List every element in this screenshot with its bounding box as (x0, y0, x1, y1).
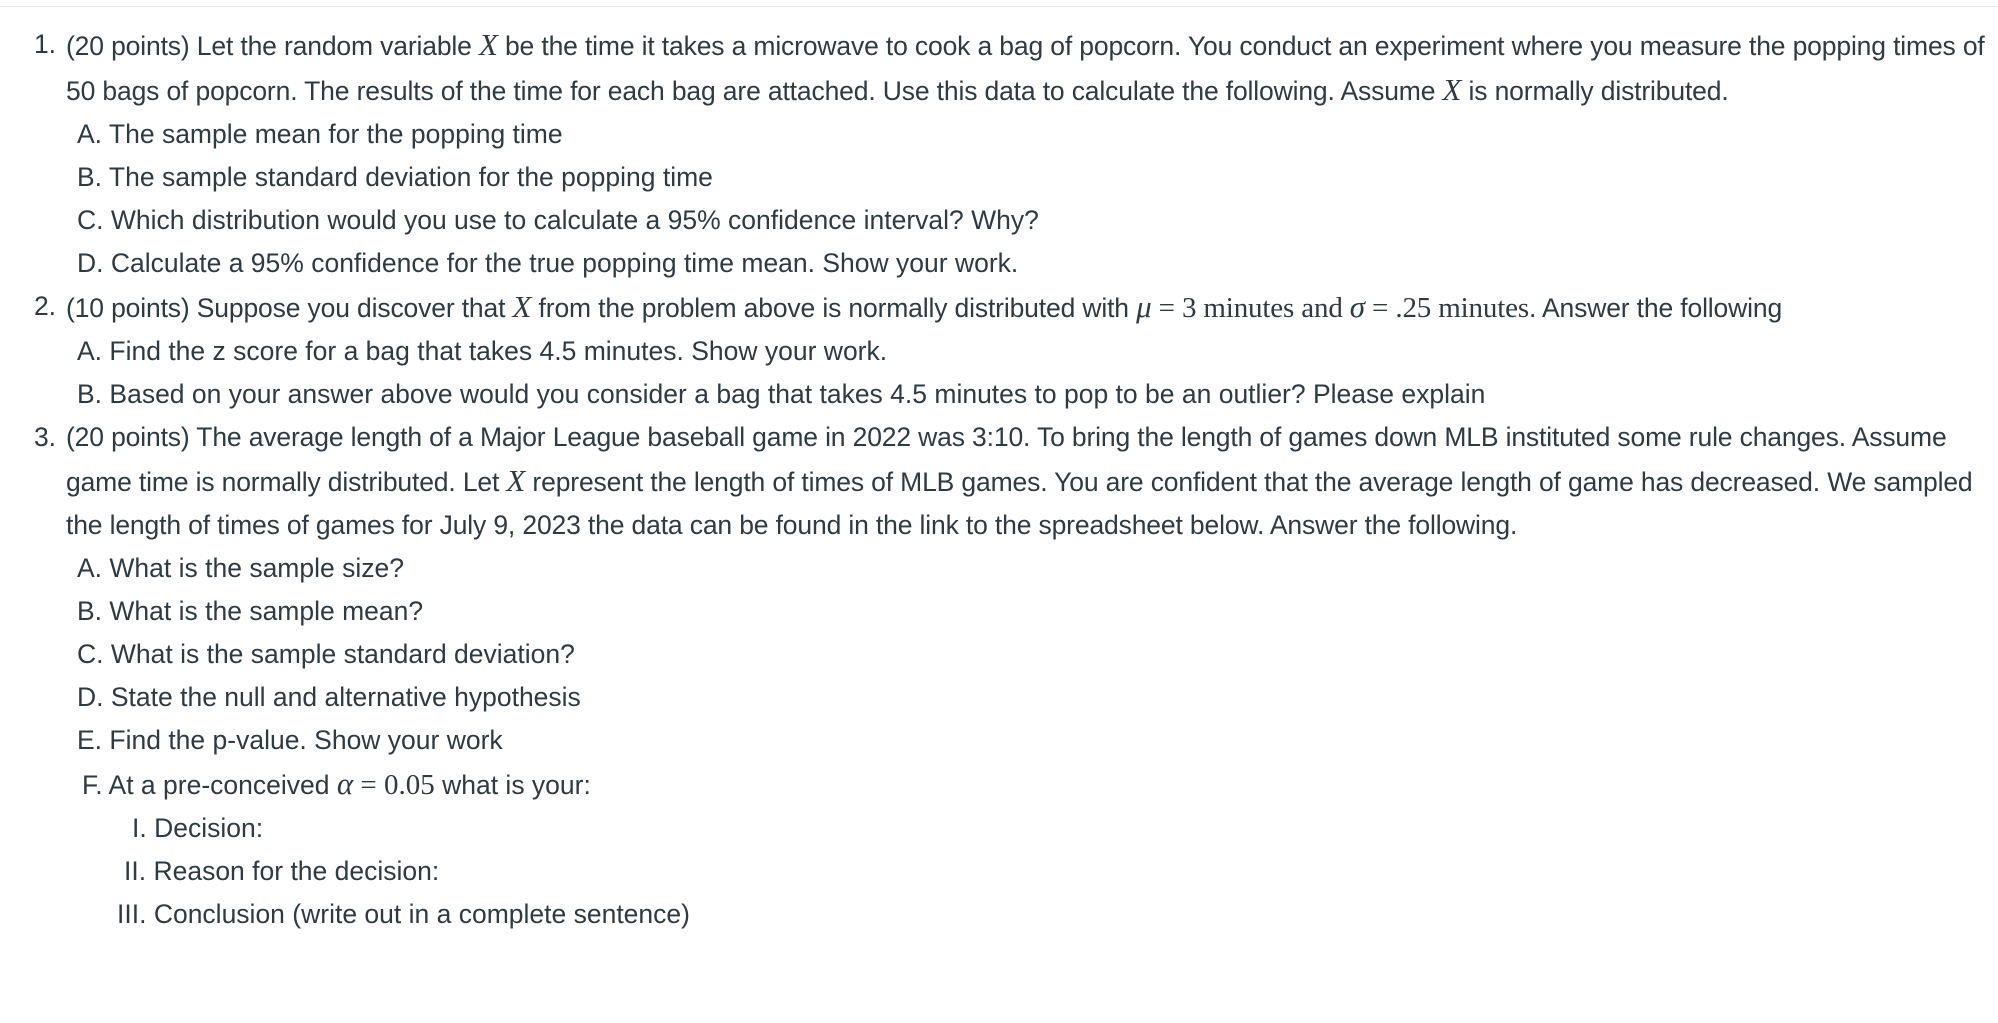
math-mu-value: 3 minutes and (1181, 292, 1350, 324)
sub-sub-item: III. Conclusion (write out in a complete sentence) (117, 899, 690, 929)
math-variable: X (478, 27, 498, 62)
sub-item-f (0, 762, 1998, 807)
question-text: is normally distributed. (1461, 76, 1729, 106)
question-text: (20 points) Let the random variable (66, 31, 479, 61)
math-sigma: σ (1349, 289, 1365, 324)
sub-item: B. What is the sample mean? (77, 596, 424, 626)
sub-item-text: F. At a pre-conceived (82, 770, 337, 800)
sub-item-text: what is your: (434, 770, 591, 800)
question-text: be the time it takes a microwave to cook a bag of popcorn. You conduct an experiment where you measure the popping times of 50 bags of popcorn. The results of the time for each bag are attached. Use this data to calculate the following. Assume (66, 31, 1985, 106)
sub-item: C. Which distribution would you use to calculate a 95% confidence interval? Why? (77, 205, 1039, 235)
math-equals: = (1364, 292, 1396, 324)
math-mu: μ (1136, 289, 1152, 324)
question-text: represent the length of times of MLB games. You are confident that the average length of game has decreased. We sampled the length of times of games for July 9, 2023 the data can be found in the link to the spreadsheet below. Answer the following. (66, 467, 1973, 540)
sub-item: E. Find the p-value. Show your work (77, 725, 503, 755)
question-text: (10 points) Suppose you discover that (66, 293, 513, 323)
question-1 (0, 23, 1998, 113)
question-text: . Answer the following (1529, 293, 1783, 323)
question-3 (0, 416, 1998, 547)
top-divider (0, 6, 1998, 7)
math-variable: X (506, 463, 526, 498)
sub-item: A. What is the sample size? (77, 553, 404, 583)
math-alpha: α (336, 766, 354, 801)
math-variable: X (512, 289, 532, 324)
question-list (0, 23, 1998, 936)
sub-item: C. What is the sample standard deviation? (77, 639, 575, 669)
sub-item: D. Calculate a 95% confidence for the true popping time mean. Show your work. (77, 248, 1019, 278)
sub-item: B. Based on your answer above would you consider a bag that takes 4.5 minutes to pop to be an outlier? Please explain (77, 379, 1486, 409)
question-number: 3. (34, 422, 56, 452)
math-variable: X (1442, 72, 1462, 107)
question-number: 2. (34, 291, 56, 321)
math-sigma-value: .25 minutes (1395, 292, 1530, 324)
math-alpha-value: 0.05 (383, 769, 435, 801)
sub-sub-item: II. Reason for the decision: (124, 856, 440, 886)
math-equals: = (353, 769, 384, 801)
sub-item: A. The sample mean for the popping time (77, 119, 563, 149)
math-equals: = (1151, 292, 1182, 324)
sub-item: A. Find the z score for a bag that takes 4.5 minutes. Show your work. (77, 336, 888, 366)
question-text: from the problem above is normally distributed with (531, 293, 1137, 323)
sub-item: B. The sample standard deviation for the popping time (77, 162, 713, 192)
question-text: (20 points) The average length of a Major League baseball game in 2022 was 3:10. To bring the length of games down MLB instituted some rule changes. Assume game time is normally distributed. Let (66, 422, 1947, 497)
question-2 (0, 285, 1998, 330)
question-number: 1. (34, 29, 56, 59)
sub-sub-item: I. Decision: (132, 813, 264, 843)
sub-item: D. State the null and alternative hypothesis (77, 682, 581, 712)
